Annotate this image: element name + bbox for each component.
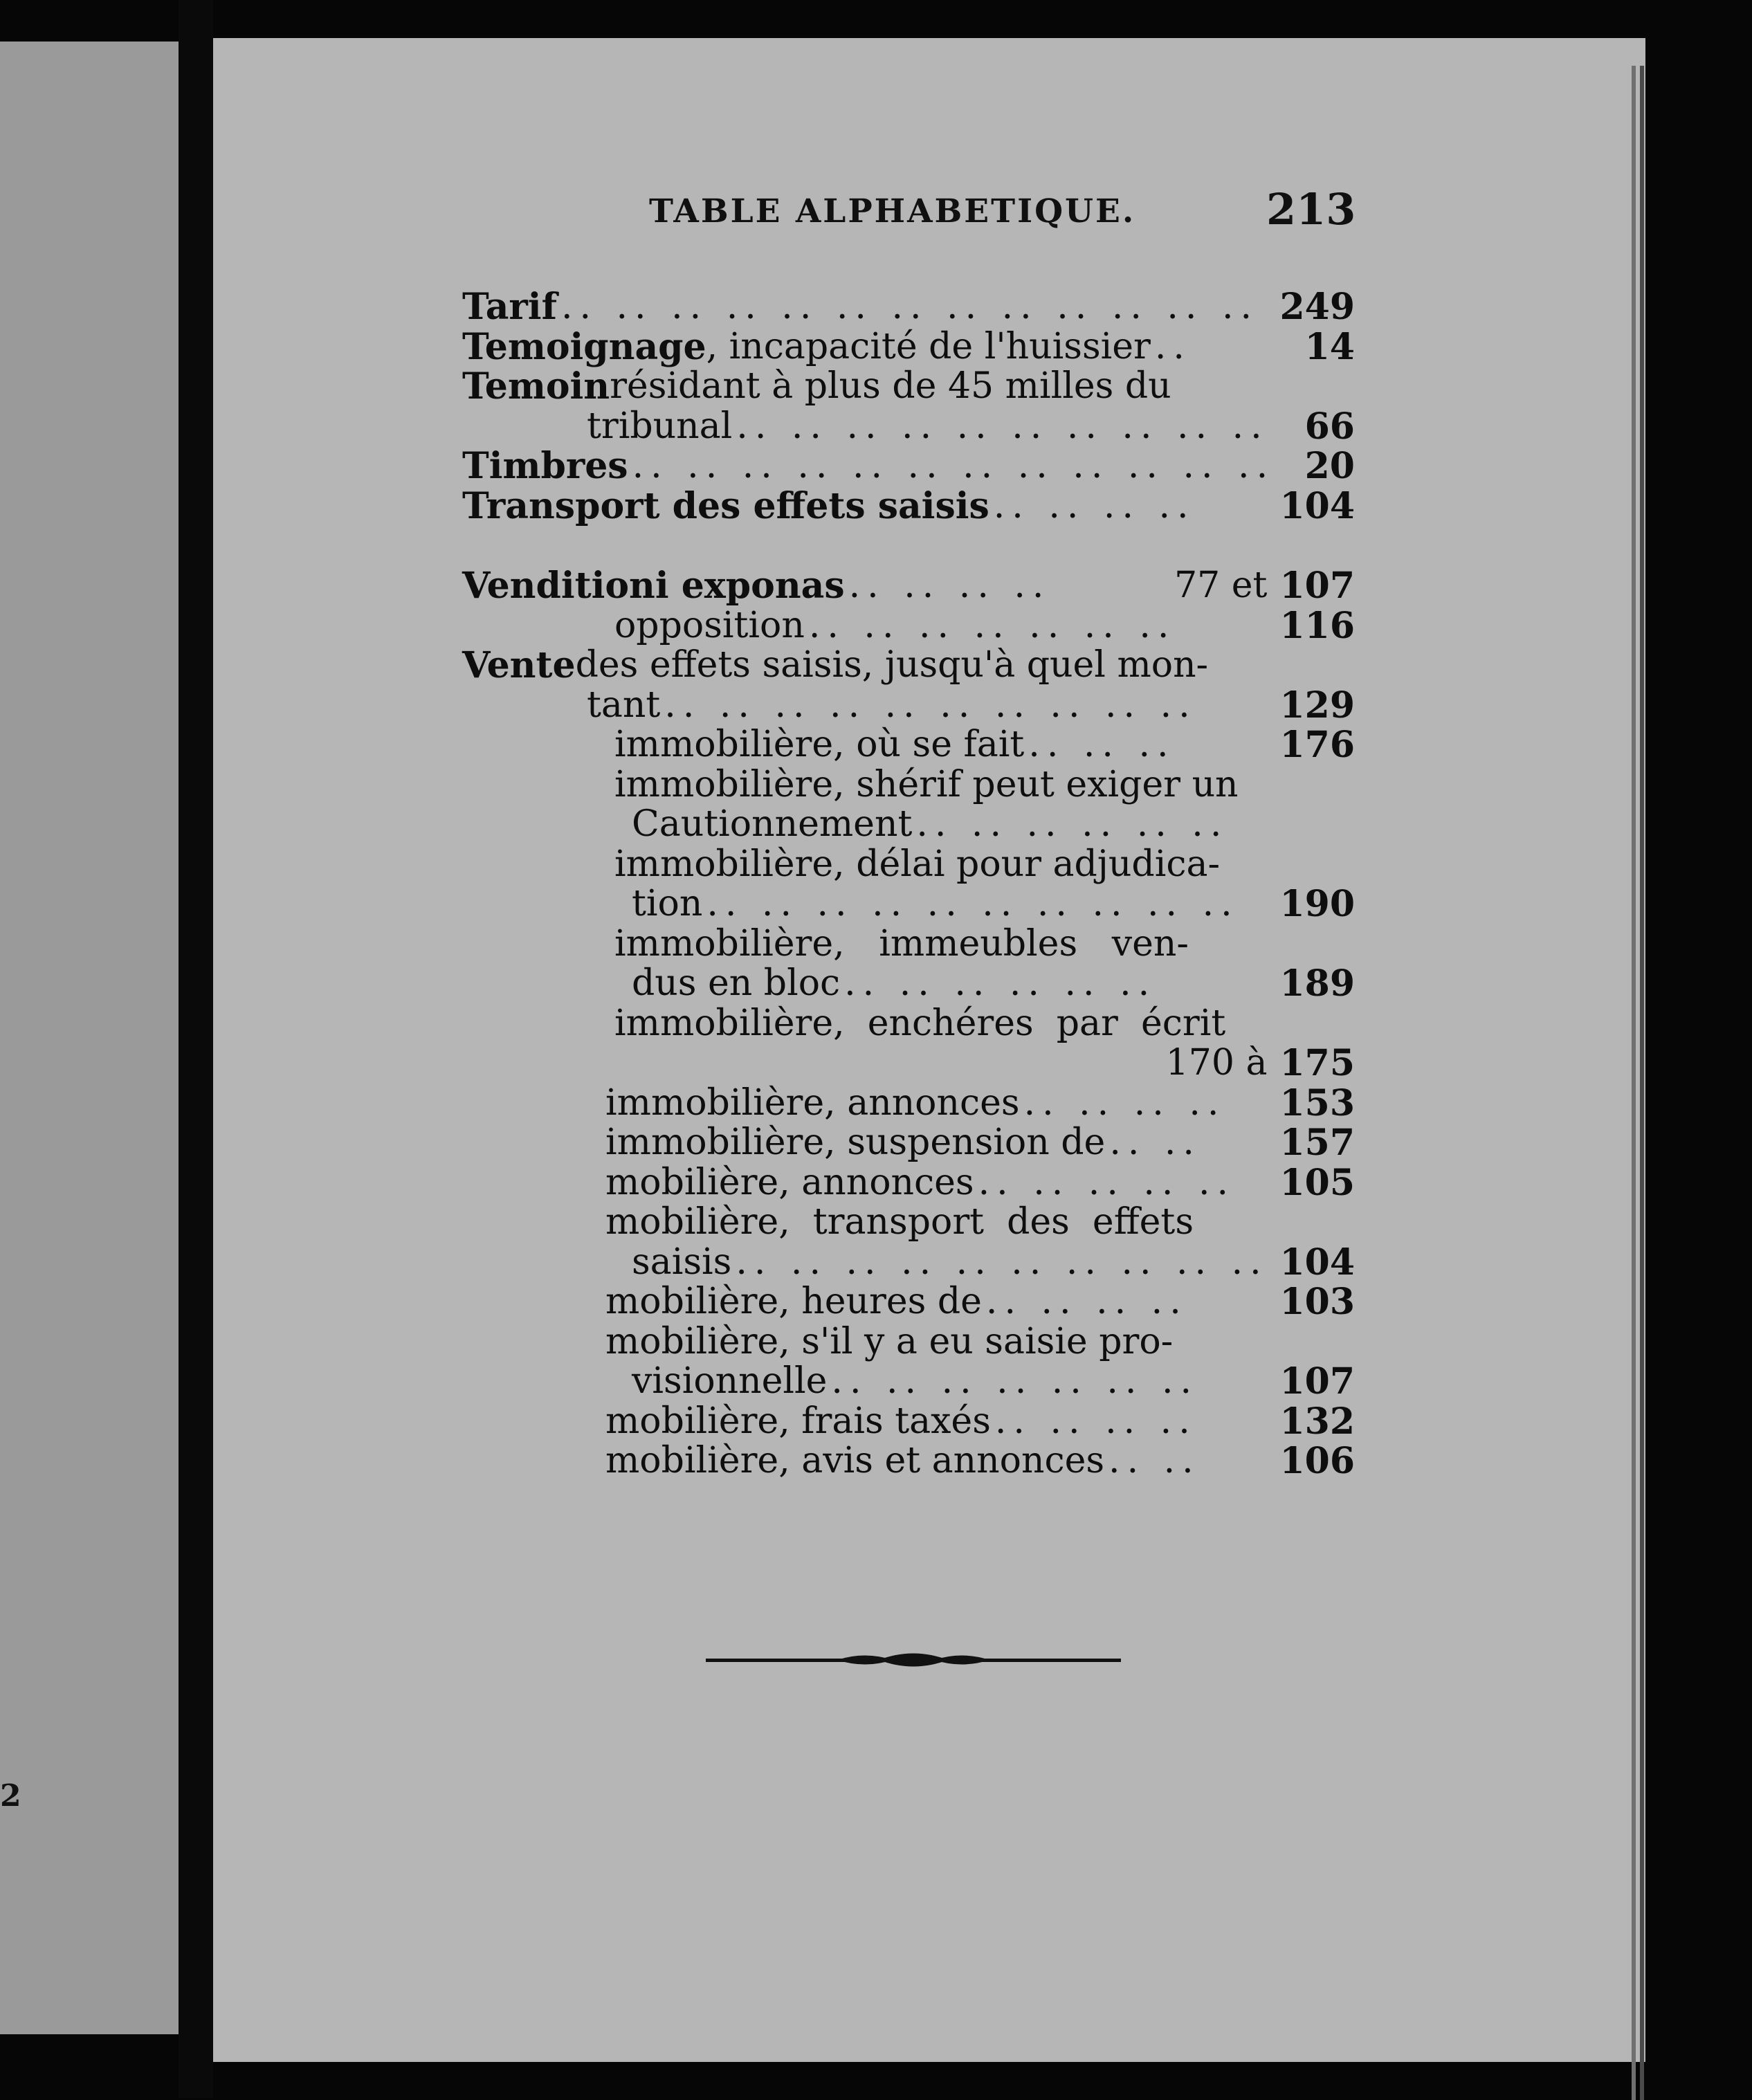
page-ref: 104 bbox=[1279, 1241, 1355, 1284]
entry-heading: Venditioni exponas bbox=[462, 565, 845, 607]
entry-text: immobilière, shérif peut exiger un bbox=[614, 763, 1239, 805]
entry-text: tant bbox=[587, 684, 661, 726]
index-entry-continuation bbox=[462, 686, 1355, 726]
dot-leader: .. bbox=[1154, 327, 1192, 367]
index-subentry bbox=[462, 765, 1355, 805]
entry-text: mobilière, annonces bbox=[605, 1161, 974, 1203]
index-subentry-continuation bbox=[462, 1243, 1355, 1283]
entry-text: visionnelle bbox=[632, 1360, 828, 1402]
dot-leader: .. .. .. .. bbox=[848, 566, 1051, 606]
page-ref: 189 bbox=[1279, 962, 1355, 1005]
index-entry bbox=[462, 646, 1355, 686]
index-subentry bbox=[462, 1441, 1355, 1481]
entry-text: des effets saisis, jusqu'à quel mon- bbox=[575, 644, 1209, 686]
dot-leader: .. .. .. .. .. bbox=[978, 1162, 1236, 1203]
page-ref: 153 bbox=[1279, 1081, 1355, 1124]
page-ref: 129 bbox=[1279, 684, 1355, 727]
entry-text: immobilière, enchéres par écrit bbox=[614, 1002, 1226, 1044]
page-ref: 66 bbox=[1304, 405, 1355, 448]
page-ref: 176 bbox=[1279, 724, 1355, 766]
index-entry bbox=[462, 566, 1355, 606]
index-subentry bbox=[462, 845, 1355, 885]
page-ref: 106 bbox=[1279, 1440, 1355, 1482]
page-number: 213 bbox=[1266, 184, 1356, 235]
entry-text: mobilière, heures de bbox=[605, 1281, 982, 1322]
dot-leader: .. .. .. .. bbox=[994, 1401, 1197, 1441]
dot-leader: .. .. bbox=[1108, 1441, 1201, 1481]
page-ref: 107 bbox=[1279, 565, 1355, 607]
entry-heading: Transport des effets saisis bbox=[462, 484, 989, 527]
page-ref: 132 bbox=[1279, 1400, 1355, 1443]
index-entry bbox=[462, 287, 1355, 327]
entry-heading: Temoin bbox=[462, 365, 610, 408]
dot-leader: .. .. .. .. .. .. .. .. .. .. bbox=[664, 685, 1197, 725]
entry-text: immobilière, où se fait bbox=[614, 724, 1025, 765]
page-ref: 190 bbox=[1279, 883, 1355, 925]
dot-leader: .. .. .. .. .. .. bbox=[844, 964, 1157, 1004]
entry-text: immobilière, suspension de bbox=[605, 1122, 1106, 1163]
dot-leader: .. .. .. .. .. .. .. .. .. .. .. .. bbox=[632, 446, 1275, 486]
index-entry-continuation bbox=[462, 407, 1355, 447]
index-subentry-continuation bbox=[462, 964, 1355, 1004]
entry-text: mobilière, frais taxés bbox=[605, 1400, 991, 1442]
dot-leader: .. .. .. bbox=[1028, 725, 1176, 765]
page-ref: 116 bbox=[1279, 604, 1355, 647]
index-entries bbox=[462, 287, 1355, 1481]
page-ref: 104 bbox=[1279, 484, 1355, 527]
index-entry bbox=[462, 446, 1355, 486]
entry-text: immobilière, immeubles ven- bbox=[614, 922, 1189, 965]
index-entry bbox=[462, 367, 1355, 407]
entry-text: dus en bloc bbox=[632, 962, 841, 1004]
page-ref: 107 bbox=[1279, 1360, 1355, 1403]
index-subentry bbox=[462, 1203, 1355, 1243]
entry-text: immobilière, annonces bbox=[605, 1081, 1020, 1124]
dot-leader: .. .. .. .. .. .. .. bbox=[808, 605, 1176, 646]
page-range-prefix: 170 à bbox=[1165, 1042, 1268, 1084]
index-subentry bbox=[462, 725, 1355, 765]
entry-text: opposition bbox=[614, 604, 805, 646]
dot-leader: .. .. .. .. .. .. .. bbox=[831, 1362, 1199, 1402]
index-subentry bbox=[462, 1402, 1355, 1442]
left-page-mark: 2 bbox=[0, 1778, 21, 1814]
index-subentry-continuation bbox=[462, 805, 1355, 845]
entry-heading: Tarif bbox=[462, 286, 557, 328]
index-subentry bbox=[462, 1163, 1355, 1203]
index-subentry bbox=[462, 1123, 1355, 1163]
index-subentry bbox=[462, 606, 1355, 646]
entry-text: tribunal bbox=[587, 405, 733, 447]
dot-leader: .. .. .. .. bbox=[1023, 1083, 1226, 1123]
dot-leader: .. .. .. .. bbox=[985, 1282, 1188, 1322]
entry-text: mobilière, s'il y a eu saisie pro- bbox=[605, 1320, 1174, 1362]
page-range-prefix: 77 et bbox=[1174, 565, 1268, 606]
index-subentry-continuation bbox=[462, 884, 1355, 924]
page-ref: 14 bbox=[1304, 325, 1355, 368]
page-edge bbox=[1640, 66, 1644, 2100]
entry-text: mobilière, avis et annonces bbox=[605, 1440, 1105, 1481]
entry-text: immobilière, délai pour adjudica- bbox=[614, 843, 1221, 885]
index-entry bbox=[462, 486, 1355, 527]
ornamental-rule bbox=[706, 1647, 1121, 1674]
dot-leader: .. .. bbox=[1109, 1123, 1201, 1163]
entry-text: , incapacité de l'huissier bbox=[706, 325, 1151, 367]
index-entry bbox=[462, 327, 1355, 367]
dot-leader: .. .. .. .. .. .. .. .. .. .. bbox=[736, 1242, 1268, 1282]
dot-leader: .. .. .. .. .. .. .. .. .. .. bbox=[736, 406, 1269, 446]
index-subentry-continuation bbox=[462, 1362, 1355, 1402]
page-ref: 175 bbox=[1279, 1042, 1355, 1084]
page-ref: 20 bbox=[1304, 445, 1355, 487]
index-subentry bbox=[462, 1004, 1355, 1044]
page-ref: 103 bbox=[1279, 1281, 1355, 1323]
entry-text: résidant à plus de 45 milles du bbox=[610, 365, 1171, 407]
page-ref: 105 bbox=[1279, 1161, 1355, 1204]
dot-leader: .. .. .. .. bbox=[993, 486, 1196, 526]
dot-leader: .. .. .. .. .. .. bbox=[916, 805, 1229, 845]
page-ref: 157 bbox=[1279, 1122, 1355, 1164]
index-subentry bbox=[462, 1282, 1355, 1322]
running-header-title: TABLE ALPHABETIQUE. bbox=[649, 192, 1136, 230]
entry-text: saisis bbox=[632, 1241, 732, 1283]
entry-text: mobilière, transport des effets bbox=[605, 1201, 1194, 1243]
page-edge bbox=[1632, 66, 1636, 2100]
entry-heading: Temoignage bbox=[462, 325, 706, 368]
entry-heading: Timbres bbox=[462, 445, 628, 487]
index-subentry bbox=[462, 1322, 1355, 1362]
index-subentry bbox=[462, 1081, 1355, 1124]
entry-text: Cautionnement bbox=[632, 803, 913, 845]
dot-leader: .. .. .. .. .. .. .. .. .. .. bbox=[706, 884, 1239, 924]
page-ref: 249 bbox=[1279, 286, 1355, 328]
left-page bbox=[0, 42, 179, 2034]
dot-leader: .. .. .. .. .. .. .. .. .. .. .. .. .. bbox=[560, 287, 1259, 327]
index-subentry bbox=[462, 924, 1355, 965]
entry-text: tion bbox=[632, 883, 703, 924]
entry-heading: Vente bbox=[462, 644, 576, 686]
index-subentry-continuation bbox=[462, 1043, 1355, 1084]
book-spine bbox=[179, 0, 213, 2098]
